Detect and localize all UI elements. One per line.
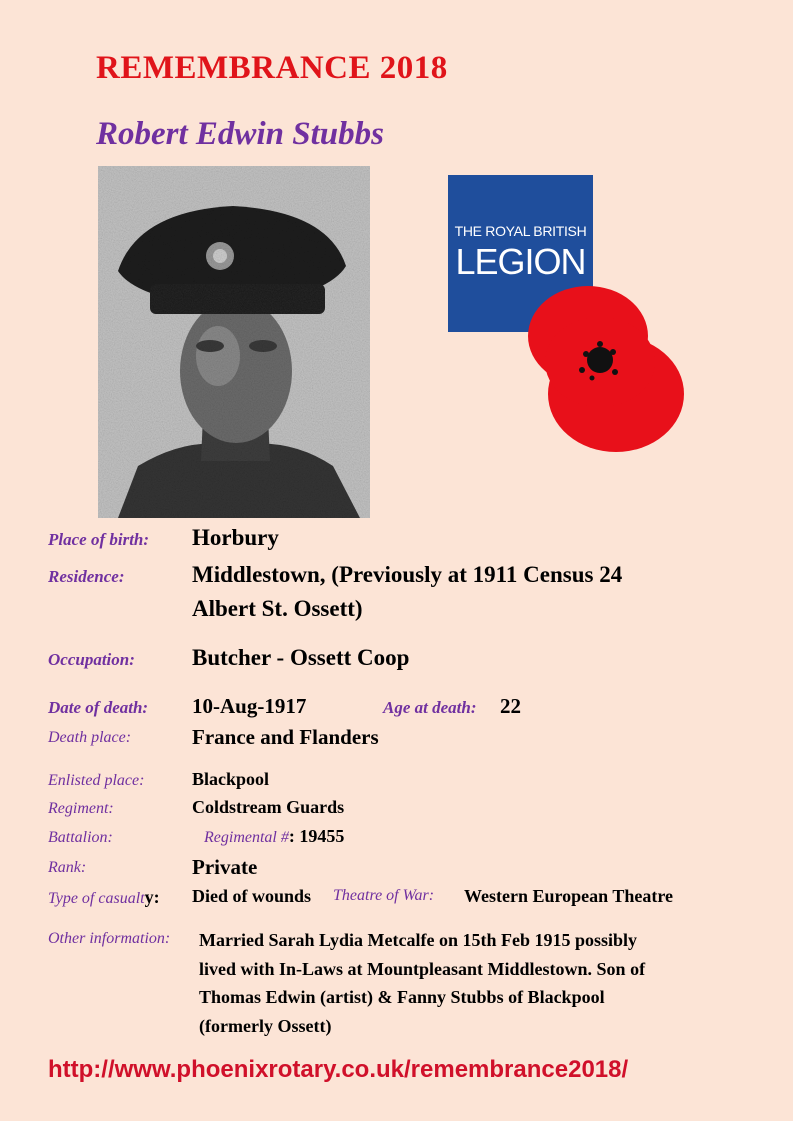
battalion-label: Battalion:: [48, 829, 113, 846]
residence-value-line1: Middlestown, (Previously at 1911 Census 24: [192, 562, 623, 587]
soldier-portrait: [98, 166, 370, 518]
date-of-death-value: 10-Aug-1917: [192, 694, 307, 718]
age-at-death-label: Age at death:: [383, 698, 477, 717]
occupation-value: Butcher - Ossett Coop: [192, 645, 410, 670]
place-of-birth-value: Horbury: [192, 525, 279, 550]
regimental-number: [204, 826, 344, 847]
logo-line2: LEGION: [455, 241, 586, 282]
residence-value-line2: Albert St. Ossett): [192, 596, 363, 621]
other-information-line: Married Sarah Lydia Metcalfe on 15th Feb 1915 possibly: [199, 930, 637, 950]
regiment-label: Regiment:: [48, 800, 114, 817]
rank-label: Rank:: [48, 859, 87, 876]
other-information-line: lived with In-Laws at Mountpleasant Middlestown. Son of: [199, 958, 646, 979]
website-link[interactable]: http://www.phoenixrotary.co.uk/remembrance2018/: [48, 1056, 629, 1083]
other-information-line: (formerly Ossett): [199, 1015, 332, 1036]
type-of-casualty-label-tail: y:: [144, 887, 160, 907]
death-place-value: France and Flanders: [192, 725, 379, 749]
other-information-line: Thomas Edwin (artist) & Fanny Stubbs of Blackpool: [199, 987, 605, 1007]
theatre-of-war-value: Western European Theatre: [464, 886, 674, 906]
theatre-of-war-label: Theatre of War:: [333, 887, 435, 904]
place-of-birth-label: Place of birth:: [48, 530, 150, 549]
residence-label: Residence:: [48, 567, 125, 586]
age-at-death-value: 22: [500, 694, 521, 718]
date-of-death-label: Date of death:: [48, 698, 149, 717]
other-information-value: [199, 926, 759, 1040]
occupation-label: Occupation:: [48, 650, 135, 669]
poppy-icon: [520, 282, 688, 454]
soldier-name: Robert Edwin Stubbs: [96, 116, 384, 152]
type-of-casualty-value: Died of wounds: [192, 886, 312, 906]
page-title: REMEMBRANCE 2018: [96, 50, 448, 86]
regimental-number-value: 19455: [294, 826, 345, 846]
rank-value: Private: [192, 855, 258, 879]
type-of-casualty-row: [48, 887, 160, 908]
enlisted-place-label: Enlisted place:: [48, 772, 145, 789]
type-of-casualty-label: Type of casualt: [48, 890, 145, 907]
enlisted-place-value: Blackpool: [192, 769, 270, 789]
logo-line1: THE ROYAL BRITISH: [454, 223, 587, 239]
regiment-value: Coldstream Guards: [192, 797, 345, 817]
death-place-label: Death place:: [48, 729, 132, 746]
regimental-number-label: Regimental #: [204, 829, 289, 846]
regimental-number-colon: :: [288, 826, 295, 846]
other-information-label: Other information:: [48, 930, 171, 947]
